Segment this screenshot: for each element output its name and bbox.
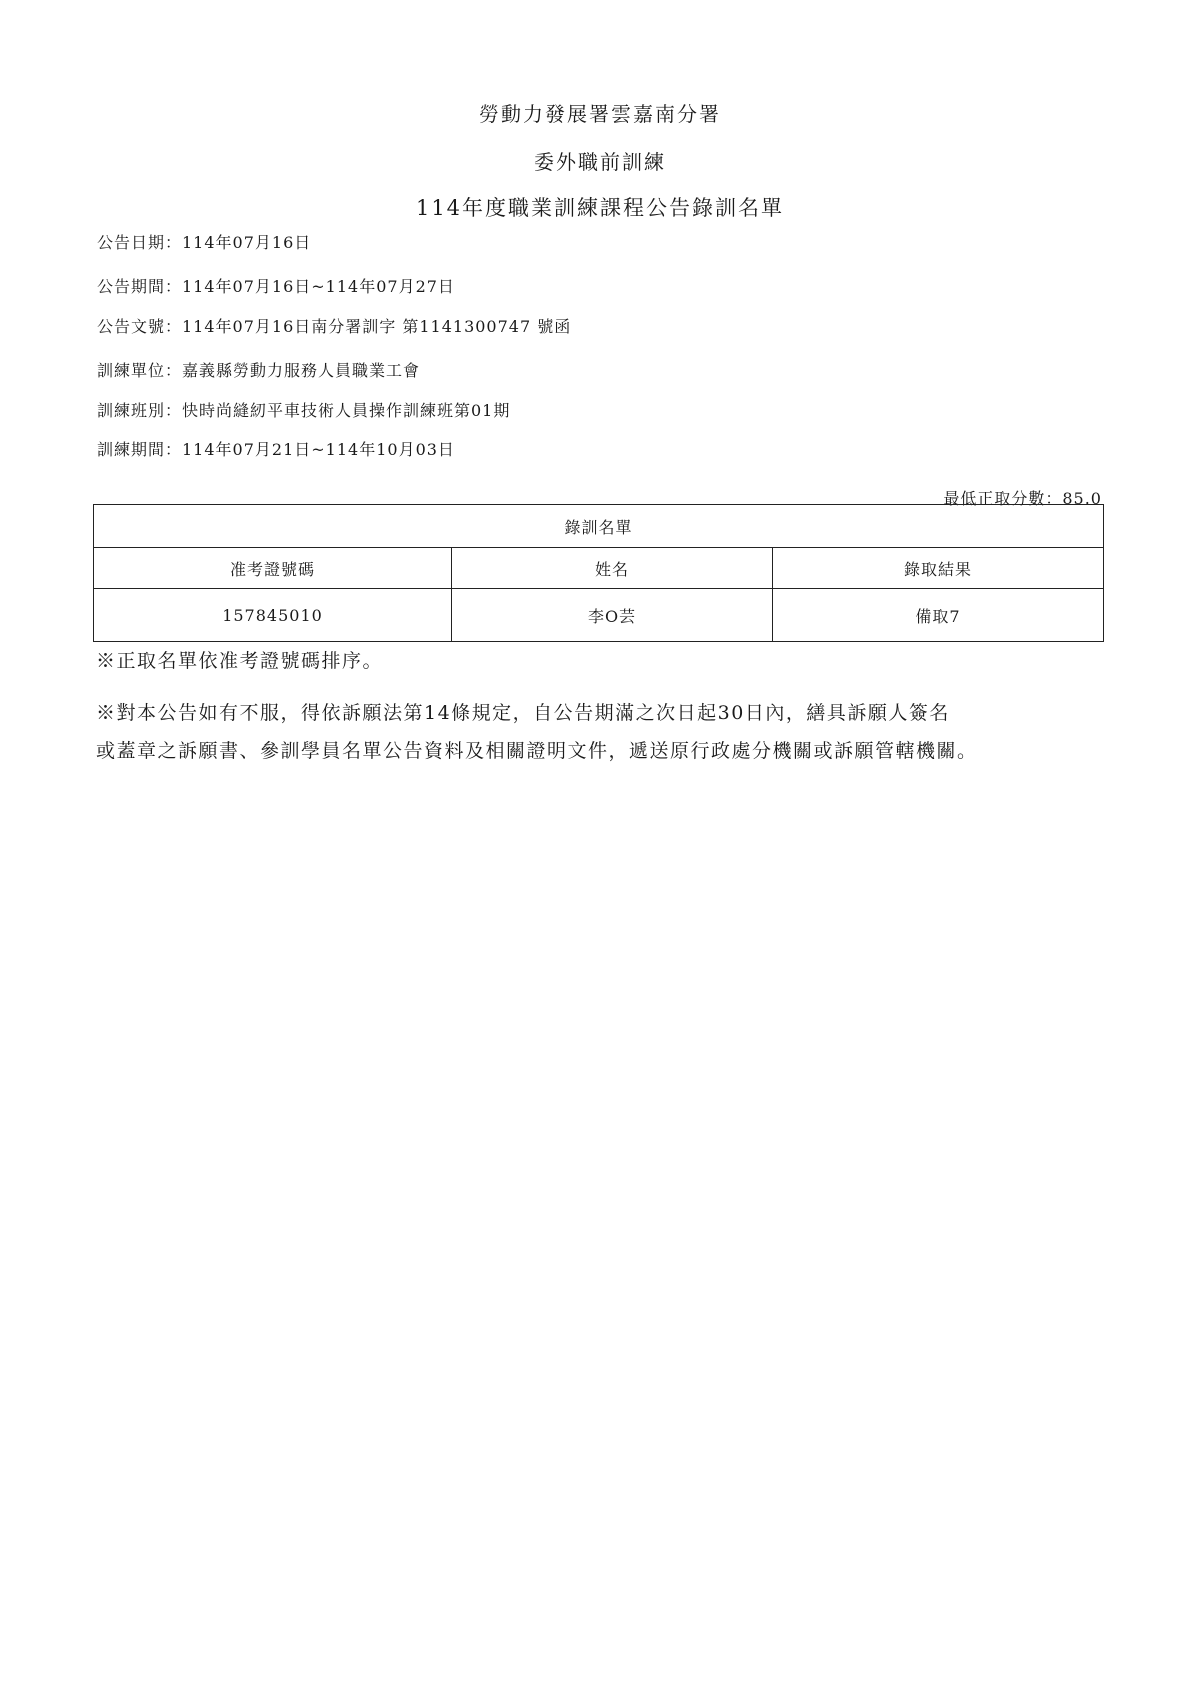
appeal-note-line-2: 或蓋章之訴願書、參訓學員名單公告資料及相關證明文件，遞送原行政處分機關或訴願管轄機關。 <box>96 740 978 762</box>
name-cell: 李O芸 <box>452 589 773 642</box>
result-cell: 備取7 <box>773 589 1104 642</box>
column-header-name: 姓名 <box>452 548 773 589</box>
table-row <box>94 589 1104 642</box>
announce-period: 公告期間：114年07月16日~114年07月27日 <box>97 277 455 296</box>
doc-number: 公告文號：114年07月16日南分署訓字 第1141300747 號函 <box>97 317 572 336</box>
program-heading: 委外職前訓練 <box>534 150 666 174</box>
appeal-note-line-1: ※對本公告如有不服，得依訴願法第14條規定，自公告期滿之次日起30日內，繕具訴願人簽名 <box>96 702 950 724</box>
admission-roster-table <box>93 504 1104 642</box>
training-period: 訓練期間：114年07月21日~114年10月03日 <box>97 440 455 459</box>
class-name: 訓練班別：快時尚縫紉平車技術人員操作訓練班第01期 <box>97 401 511 420</box>
announce-date: 公告日期：114年07月16日 <box>97 233 312 252</box>
agency-heading: 勞動力發展署雲嘉南分署 <box>479 102 721 126</box>
roster-caption: 錄訓名單 <box>94 505 1104 548</box>
column-header-exam-number: 准考證號碼 <box>94 548 452 589</box>
column-header-result: 錄取結果 <box>773 548 1104 589</box>
min-admission-score: 最低正取分數：85.0 <box>943 489 1102 508</box>
sort-note: ※正取名單依准考證號碼排序。 <box>96 650 384 672</box>
exam-number-cell: 157845010 <box>94 589 452 642</box>
document-title: 114年度職業訓練課程公告錄訓名單 <box>415 196 785 220</box>
training-unit: 訓練單位：嘉義縣勞動力服務人員職業工會 <box>97 361 421 380</box>
